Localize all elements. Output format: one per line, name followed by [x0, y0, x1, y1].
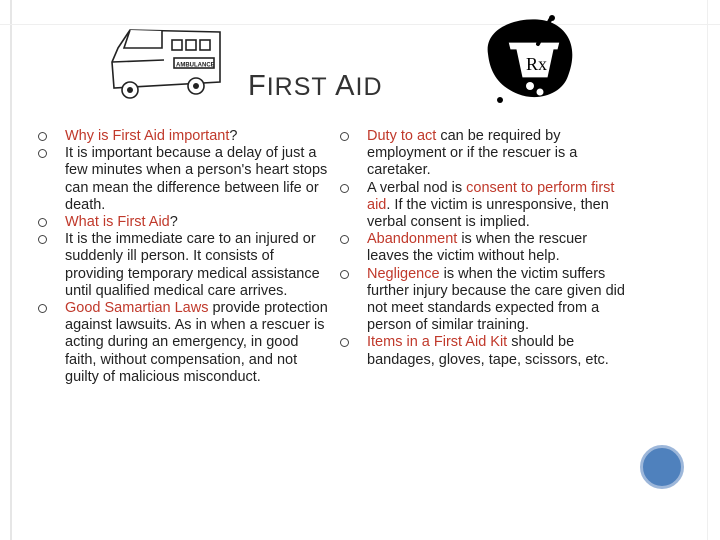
bullet-text: It is important because a delay of just a few minutes when a person's heart stops can mean the difference between life or death. [65, 145, 328, 213]
highlighted-term: What is First Aid [65, 214, 170, 231]
bullet-item [38, 214, 328, 231]
bullet-text: ? [169, 214, 178, 231]
bullet-ring-icon [340, 338, 349, 347]
bullet-text: A verbal nod is [367, 179, 467, 196]
bullet-text: is when the rescuer leaves the victim without help. [367, 231, 588, 265]
left-bullet-list [38, 128, 328, 386]
highlighted-term: Duty to act [367, 128, 437, 144]
bullet-text: should be bandages, gloves, tape, scissors, etc. [367, 334, 609, 368]
bullet-item [38, 300, 328, 386]
decorative-circle [640, 445, 684, 489]
bullet-ring-icon [38, 304, 47, 313]
ambulance-icon [100, 18, 230, 108]
page-title: FIRST AID [248, 70, 383, 102]
bullet-ring-icon [38, 218, 47, 227]
bullet-ring-icon [38, 132, 47, 141]
highlighted-term: Abandonment [367, 231, 458, 248]
bullet-item [340, 128, 630, 180]
slide-frame-right [707, 0, 708, 540]
rx-label: Rx [526, 54, 548, 74]
slide-frame-left [10, 0, 12, 540]
bullet-ring-icon [340, 270, 349, 279]
bullet-item [340, 266, 630, 335]
bullet-ring-icon [340, 132, 349, 141]
bullet-ring-icon [340, 235, 349, 244]
bullet-item [38, 145, 328, 214]
bullet-text: provide protection against lawsuits. As in when a rescuer is acting during an emergency, in good faith, without compensation, and not guilty of malicious misconduct. [65, 300, 328, 385]
bullet-text: is when the victim suffers further injury because the care given did not meet standards expected from a person of similar training. [367, 265, 625, 334]
mortar-pestle-rx-icon [478, 14, 578, 114]
ambulance-label: AMBULANCE [176, 62, 215, 69]
bullet-item [340, 231, 630, 265]
bullet-ring-icon [38, 235, 47, 244]
highlighted-term: Negligence [367, 265, 440, 282]
bullet-item [38, 128, 328, 145]
highlighted-term: Why is First Aid important [65, 128, 230, 144]
bullet-text: . If the victim is unresponsive, then verbal consent is implied. [367, 196, 609, 231]
bullet-text: can be required by employment or if the rescuer is a caretaker. [367, 128, 578, 179]
highlighted-term: consent to perform first aid [367, 179, 615, 213]
highlighted-term: Items in a First Aid Kit [367, 334, 508, 351]
bullet-item [38, 231, 328, 300]
bullet-ring-icon [340, 184, 349, 193]
highlighted-term: Good Samartian Laws [65, 300, 209, 317]
bullet-item [340, 334, 630, 368]
right-bullet-list [340, 128, 630, 369]
bullet-item [340, 180, 630, 232]
bullet-text: It is the immediate care to an injured or suddenly ill person. It consists of providing temporary medical assistance until qualified medical care arrives. [65, 231, 320, 299]
bullet-text: ? [229, 128, 238, 144]
bullet-ring-icon [38, 149, 47, 158]
